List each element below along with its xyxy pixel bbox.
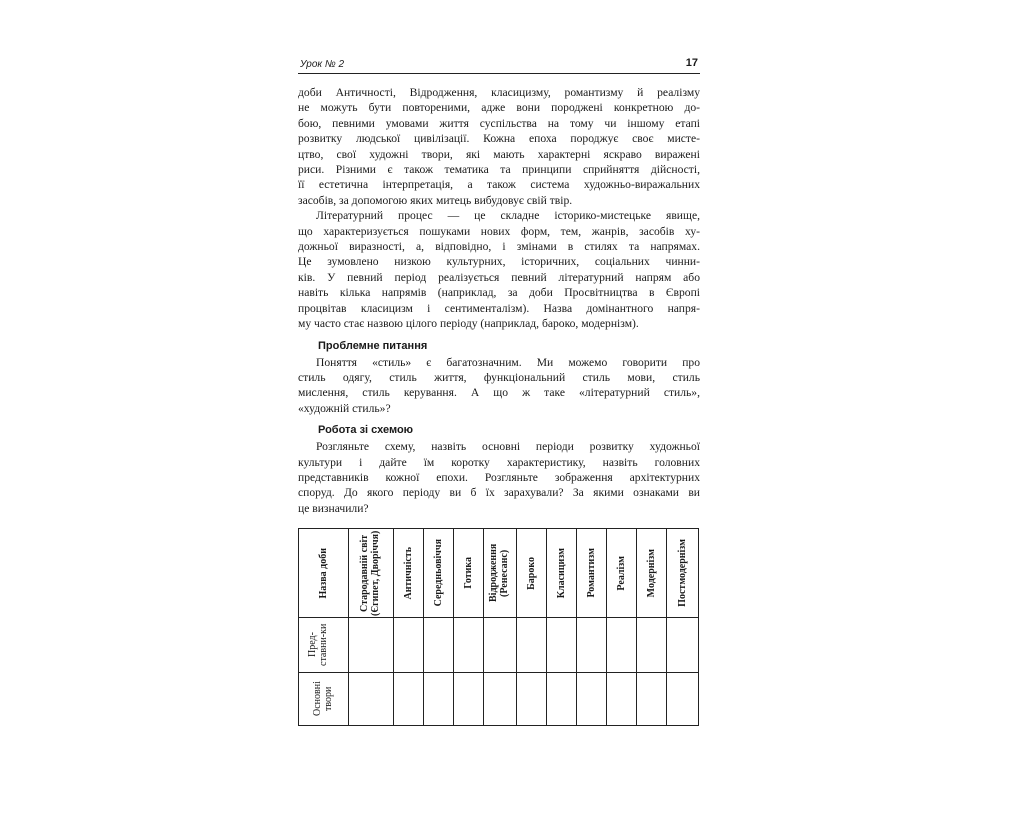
text-line: ків. У певний період реалізується певний літературний напрям або: [298, 270, 700, 284]
empty-answer-cell: [547, 618, 577, 673]
text-line: стиль одягу, стиль життя, функціональний стиль мови, стиль: [298, 370, 700, 384]
row-label-cell: [299, 673, 349, 726]
empty-answer-cell: [394, 673, 424, 726]
period-header-cell: [424, 529, 454, 618]
text-line: цтво, свої художні твори, які мають характерні яскраво виражені: [298, 147, 700, 161]
text-line: представників кожної епохи. Розгляньте зображення архітектурних: [298, 470, 700, 484]
text-line: мислення, стиль керування. А що ж таке «літературний стиль»,: [298, 386, 700, 400]
text-line: навіть кілька напрямів (наприклад, за доби Просвітництва в Європі: [298, 286, 700, 300]
period-name: Класицизм: [556, 548, 567, 599]
row-label-cell: [299, 618, 349, 673]
paragraph-scheme-task: [298, 439, 700, 516]
book-page: [298, 55, 700, 726]
period-name: Постмодернізм: [677, 539, 688, 608]
text-line: Розгляньте схему, назвіть основні періоди розвитку художньої: [316, 440, 700, 454]
period-header-cell: [517, 529, 547, 618]
empty-answer-cell: [577, 618, 607, 673]
table-corner-cell: [299, 529, 349, 618]
works-label: Основні твори: [311, 681, 334, 717]
text-line: Поняття «стиль» є багатозначним. Ми можемо говорити про: [316, 355, 700, 369]
paragraph-literary-process: [298, 208, 700, 331]
period-name: Бароко: [526, 556, 537, 590]
empty-answer-cell: [394, 618, 424, 673]
paragraph-intro: [298, 85, 700, 208]
representatives-label: Пред-ставни-ки: [307, 623, 329, 667]
period-name: Романтизм: [586, 548, 597, 598]
text-line: споруд. До якого періоду ви б їх зарахували? За якими ознаками ви: [298, 486, 700, 500]
running-head: Урок № 2: [300, 59, 345, 70]
paragraph-style-question: [298, 355, 700, 417]
period-header-cell: [667, 529, 699, 618]
text-line: му часто стає назвою цілого періоду (наприклад, бароко, модернізм).: [298, 317, 639, 331]
period-name: Модернізм: [646, 549, 657, 598]
empty-answer-cell: [349, 618, 394, 673]
period-name: Відродження (Ренесанс): [488, 543, 510, 603]
period-name: Готика: [463, 557, 474, 589]
text-line: засобів, за допомогою яких митець вибудовує свій твір.: [298, 193, 573, 207]
text-line: «художній стиль»?: [298, 401, 391, 415]
page-number: 17: [685, 57, 698, 69]
period-name-header: Назва доби: [318, 547, 329, 599]
periods-table: [298, 528, 699, 726]
period-header-cell: [394, 529, 424, 618]
text-line: її естетична інтерпретація, а також система художньо-виражальних: [298, 178, 700, 192]
text-line: риси. Різними є також тематика та принципи сприйняття дійсності,: [298, 163, 700, 177]
empty-answer-cell: [667, 673, 699, 726]
subheading-scheme-work: Робота зі схемою: [318, 424, 414, 437]
period-name: Середньовіччя: [433, 539, 444, 607]
period-header-cell: [349, 529, 394, 618]
text-line: що характеризується пошуками нових форм, тем, жанрів, засобів ху-: [298, 224, 700, 238]
empty-answer-cell: [349, 673, 394, 726]
table-header-row: [299, 529, 699, 618]
empty-answer-cell: [454, 618, 484, 673]
period-name: Античність: [403, 546, 414, 600]
empty-answer-cell: [637, 673, 667, 726]
page-body: [298, 85, 700, 726]
table-row-works: [299, 673, 699, 726]
text-line: культури і дайте їм коротку характеристику, назвіть головних: [298, 455, 700, 469]
empty-answer-cell: [607, 673, 637, 726]
page-header: [298, 55, 700, 74]
empty-answer-cell: [637, 618, 667, 673]
text-line: доби Античності, Відродження, класицизму, романтизму й реалізму: [298, 86, 700, 99]
empty-answer-cell: [484, 673, 517, 726]
table-row-representatives: [299, 618, 699, 673]
empty-answer-cell: [547, 673, 577, 726]
empty-answer-cell: [577, 673, 607, 726]
text-line: процвітав класицизм і сентименталізм). Назва домінантного напря-: [298, 301, 700, 315]
empty-answer-cell: [424, 618, 454, 673]
subheading-problem-question: Проблемне питання: [318, 339, 428, 352]
text-line: це визначили?: [298, 501, 369, 515]
period-name: Реалізм: [616, 555, 627, 591]
text-line: Літературний процес — це складне історико-мистецьке явище,: [316, 209, 700, 223]
period-header-cell: [607, 529, 637, 618]
text-line: не можуть бути повтореними, адже вони породжені конкретною до-: [298, 101, 700, 115]
empty-answer-cell: [607, 618, 637, 673]
empty-answer-cell: [454, 673, 484, 726]
empty-answer-cell: [424, 673, 454, 726]
empty-answer-cell: [667, 618, 699, 673]
text-line: розвитку людської цивілізації. Кожна епоха породжує своє мисте-: [298, 132, 700, 146]
empty-answer-cell: [517, 618, 547, 673]
text-line: Це зумовлено низкою культурних, історичних, соціальних чинни-: [298, 255, 700, 269]
text-line: дожньої виразності, а, відповідно, і змінами в стилях та напрямах.: [298, 240, 700, 254]
period-header-cell: [547, 529, 577, 618]
period-header-cell: [484, 529, 517, 618]
period-header-cell: [454, 529, 484, 618]
period-header-cell: [577, 529, 607, 618]
empty-answer-cell: [484, 618, 517, 673]
text-line: бою, певними умовами життя суспільства на тому чи іншому етапі: [298, 116, 700, 130]
period-header-cell: [637, 529, 667, 618]
period-name: Стародавній світ (Єгипет, Дворіччя): [359, 530, 381, 616]
empty-answer-cell: [517, 673, 547, 726]
